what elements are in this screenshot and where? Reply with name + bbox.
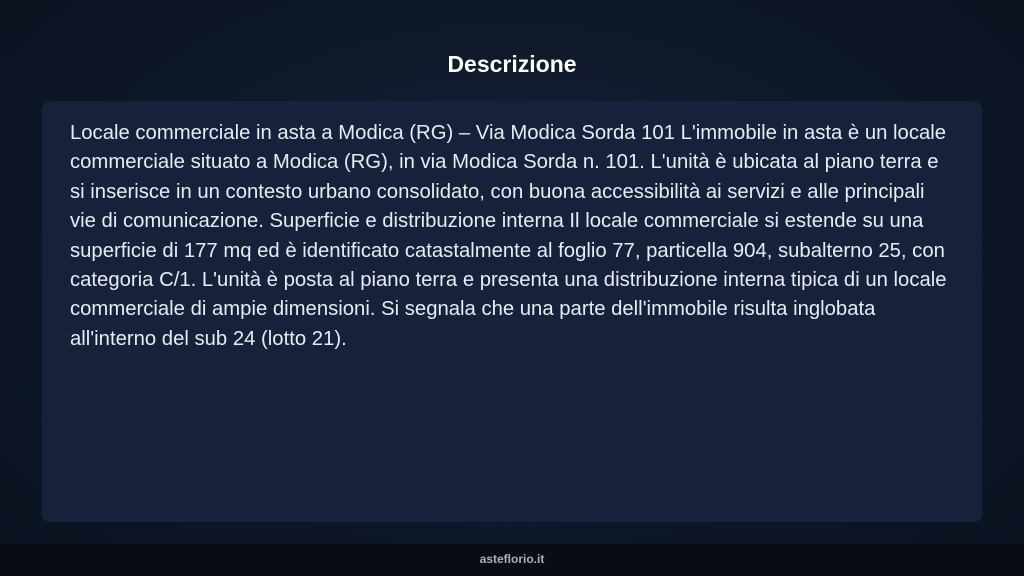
footer-site-label: asteflorio.it	[479, 552, 545, 566]
footer-bar	[0, 544, 1024, 576]
page-title: Descrizione	[447, 51, 577, 77]
description-text: Locale commerciale in asta a Modica (RG) – Via Modica Sorda 101 L'immobile in asta è un locale commerciale situato a Modica (RG), in via Modica Sorda n. 101. L'unità è ubicata al piano terra e si inserisce in un contesto urbano consolidato, con buona accessibilità ai servizi e alle principali vie di comunicazione. Superficie e distribuzione interna Il locale commerciale si estende su una superficie di 177 mq ed è identificato catastalmente al foglio 77, particella 904, subalterno 25, con categoria C/1. L'unità è posta al piano terra e presenta una distribuzione interna tipica di un locale commerciale di ampie dimensioni. Si segnala che una parte dell'immobile risulta inglobata all'interno del sub 24 (lotto 21).	[70, 122, 947, 350]
description-card	[42, 101, 982, 522]
